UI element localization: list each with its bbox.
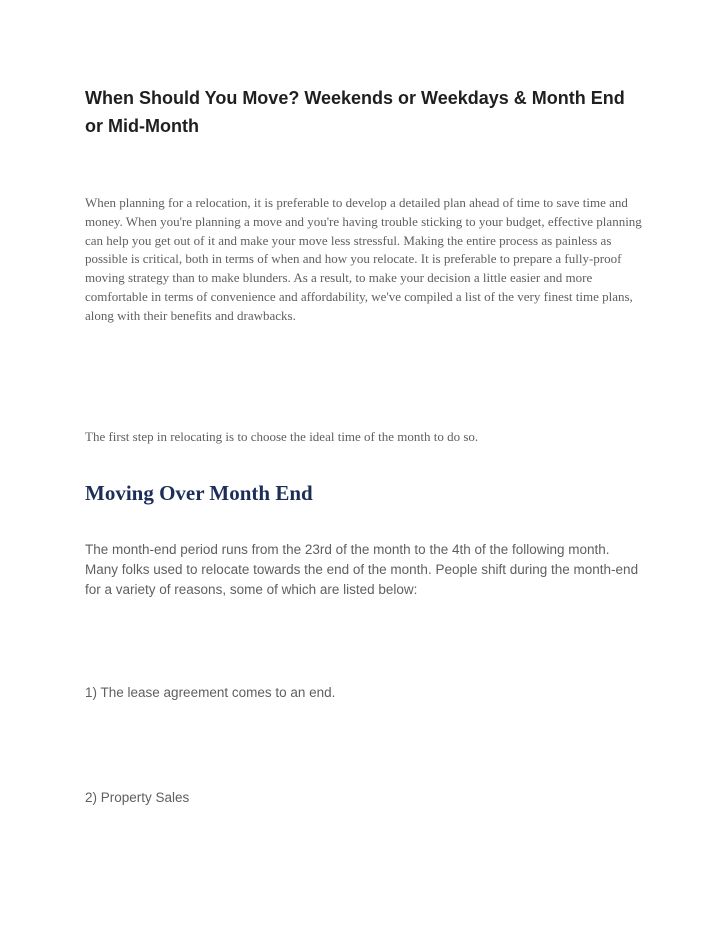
- first-step-paragraph: The first step in relocating is to choose the ideal time of the month to do so.: [85, 429, 479, 444]
- list-item: 1) The lease agreement comes to an end.: [85, 685, 336, 700]
- section-paragraph: The month-end period runs from the 23rd of the month to the 4th of the following month. Many folks used to relocate towards the end of the month. People shift during the month-end for a variety of reasons, some of which are listed below:: [85, 542, 639, 597]
- list-item: 2) Property Sales: [85, 790, 190, 805]
- document-title: When Should You Move? Weekends or Weekdays & Month End or Mid-Month: [85, 88, 625, 136]
- section-heading: Moving Over Month End: [85, 481, 313, 505]
- intro-paragraph: When planning for a relocation, it is preferable to develop a detailed plan ahead of time to save time and money. When you're planning a move and you're having trouble sticking to your budget, effective planning can help you get out of it and make your move less stressful. Making the entire process as painless as possible is critical, both in terms of when and how you relocate. It is preferable to prepare a fully-proof moving strategy than to make blunders. As a result, to make your decision a little easier and more comfortable in terms of convenience and affordability, we've compiled a list of the very finest time plans, along with their benefits and drawbacks.: [85, 195, 642, 323]
